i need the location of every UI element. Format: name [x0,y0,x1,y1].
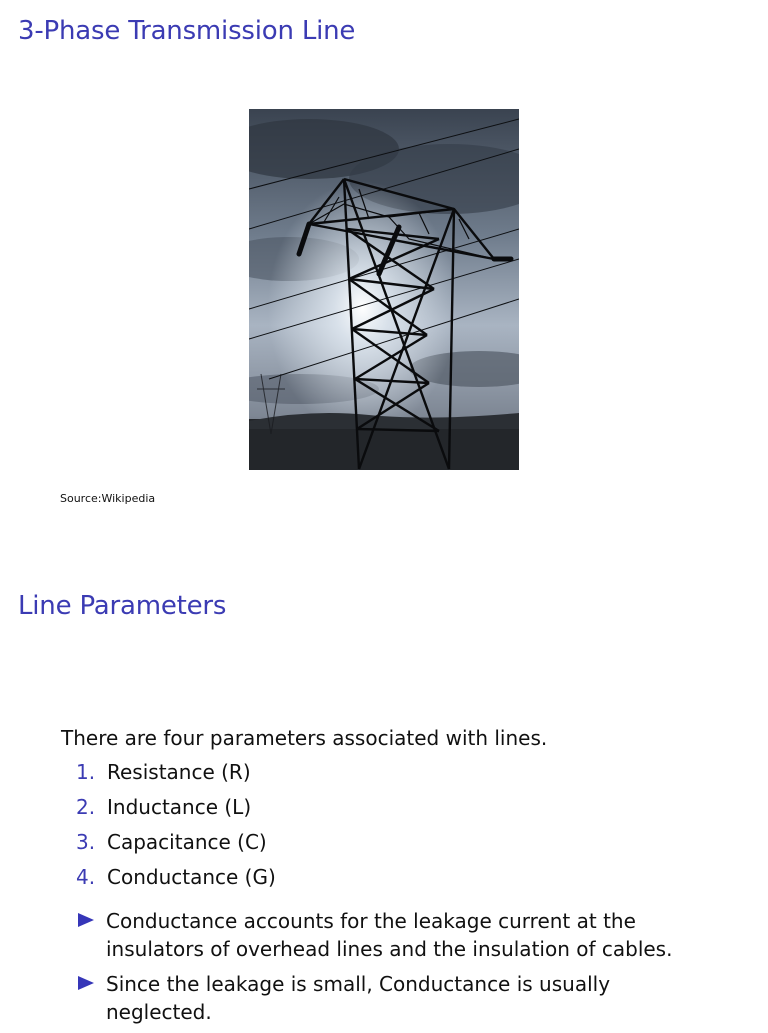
triangle-bullet-icon [78,913,94,927]
list-item-text: Resistance (R) [107,760,251,784]
list-item-text: Capacitance (C) [107,830,267,854]
list-number: 2. [76,795,96,819]
bullet-list [78,907,718,1033]
bullet-item [78,970,718,1026]
bullet-item [78,907,718,963]
list-number: 4. [76,865,96,889]
slide-title: Line Parameters [18,591,227,621]
list-item [76,865,276,900]
image-source-caption: Source:Wikipedia [60,492,156,505]
slide-title: 3-Phase Transmission Line [18,16,356,46]
list-item-text: Conductance (G) [107,865,276,889]
list-item [76,830,276,865]
list-item-text: Inductance (L) [107,795,252,819]
list-number: 1. [76,760,96,784]
bullet-text: Conductance accounts for the leakage current at the insulators of overhead lines and the insulation of cables. [106,909,673,961]
list-item [76,760,276,795]
transmission-tower-photo [249,109,519,470]
list-item [76,795,276,830]
intro-text: There are four parameters associated with lines. [61,726,548,750]
parameter-list [76,760,276,900]
bullet-text: Since the leakage is small, Conductance is usually neglected. [106,972,611,1024]
list-number: 3. [76,830,96,854]
triangle-bullet-icon [78,976,94,990]
